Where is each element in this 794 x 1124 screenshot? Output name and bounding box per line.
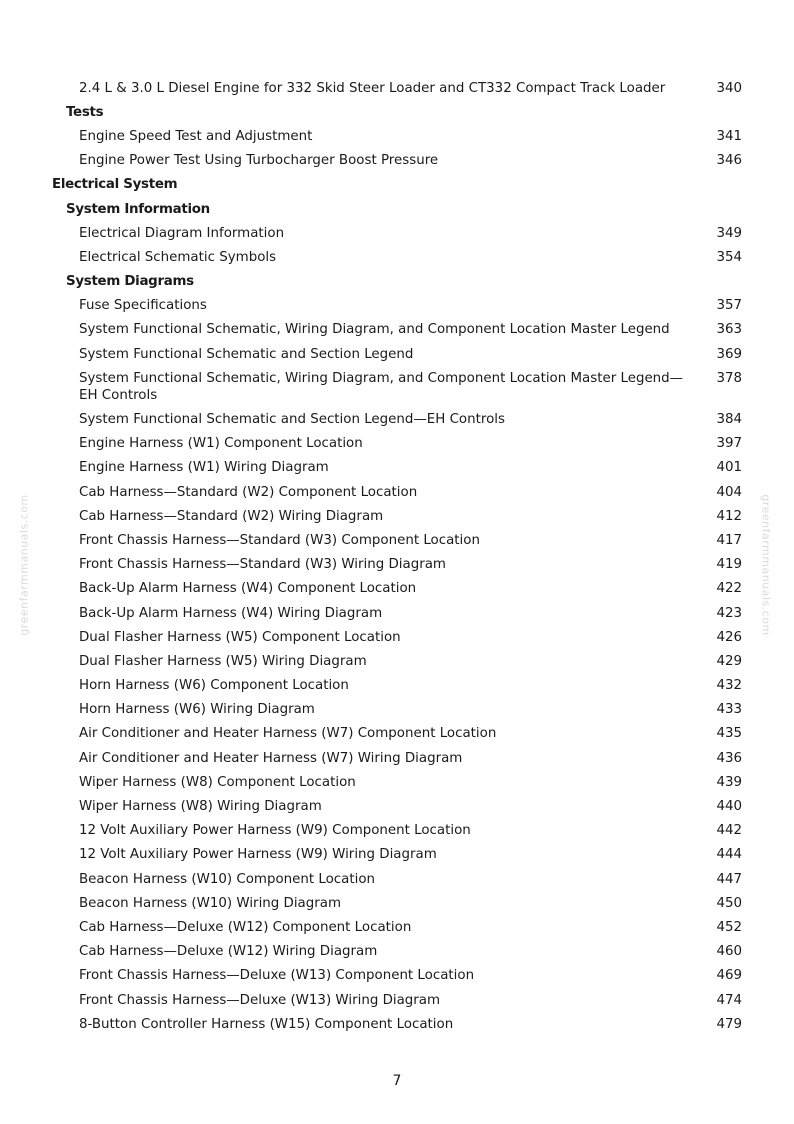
- toc-entry[interactable]: [0, 456, 794, 480]
- toc-entry-page: 460: [716, 944, 742, 960]
- toc-entry[interactable]: [0, 528, 794, 552]
- toc-entry-page: 354: [716, 249, 742, 265]
- toc-entry[interactable]: [0, 366, 794, 407]
- page-number: 7: [392, 1073, 402, 1089]
- toc-entry[interactable]: [0, 432, 794, 456]
- toc-entry-page: 469: [716, 968, 742, 984]
- toc-entry-page: 369: [716, 346, 742, 362]
- toc-entry[interactable]: [0, 843, 794, 867]
- toc-entry-title: Wiper Harness (W8) Component Location: [79, 774, 356, 790]
- toc-entry[interactable]: [0, 770, 794, 794]
- toc-subsection-heading: [0, 100, 794, 124]
- toc-entry-page: 444: [716, 847, 742, 863]
- toc-entry-title: Front Chassis Harness—Deluxe (W13) Component Location: [79, 968, 475, 984]
- toc-entry-page: 440: [716, 799, 742, 815]
- toc-entry[interactable]: [0, 480, 794, 504]
- toc-entry-page: 340: [716, 80, 742, 96]
- toc-entry-page: 412: [716, 508, 742, 524]
- toc-entry[interactable]: [0, 318, 794, 342]
- toc-entry[interactable]: [0, 867, 794, 891]
- toc-entry-title: Beacon Harness (W10) Component Location: [79, 871, 376, 887]
- toc-entry-title: Horn Harness (W6) Wiring Diagram: [79, 702, 315, 718]
- watermark-left: greenfarmmanuals.com: [17, 494, 31, 636]
- toc-entry[interactable]: [0, 964, 794, 988]
- toc-entry-page: 378: [716, 370, 742, 386]
- toc-entry[interactable]: [0, 794, 794, 818]
- toc-entry-title: Front Chassis Harness—Standard (W3) Component Location: [79, 532, 480, 548]
- toc-entry[interactable]: [0, 891, 794, 915]
- toc-entry-page: 432: [716, 678, 742, 694]
- toc-entry[interactable]: [0, 342, 794, 366]
- toc-entry[interactable]: [0, 149, 794, 173]
- toc-entry[interactable]: [0, 245, 794, 269]
- toc-entry-title: Air Conditioner and Heater Harness (W7) Wiring Diagram: [79, 750, 463, 766]
- toc-entry-title: Beacon Harness (W10) Wiring Diagram: [79, 895, 342, 911]
- toc-entry-title: Front Chassis Harness—Standard (W3) Wiring Diagram: [79, 557, 446, 573]
- toc-entry-page: 429: [716, 653, 742, 669]
- toc-entry[interactable]: [0, 553, 794, 577]
- toc-entry-page: 363: [716, 322, 742, 338]
- toc-entry-title: 2.4 L & 3.0 L Diesel Engine for 332 Skid Steer Loader and CT332 Compact Track Loader: [79, 80, 666, 96]
- toc-entry-page: 450: [716, 895, 742, 911]
- toc-entry-title: System Functional Schematic, Wiring Diagram, and Component Location Master Legend: [79, 322, 670, 338]
- toc-entry-title: Horn Harness (W6) Component Location: [79, 678, 349, 694]
- toc-entry-title: Fuse Specifications: [79, 298, 207, 314]
- toc-entry-page: 341: [716, 128, 742, 144]
- toc-entry-title: Wiper Harness (W8) Wiring Diagram: [79, 799, 322, 815]
- toc-entry-page: 357: [716, 298, 742, 314]
- toc-entry[interactable]: [0, 601, 794, 625]
- toc-entry-page: 439: [716, 774, 742, 790]
- toc-entry[interactable]: [0, 221, 794, 245]
- toc-entry[interactable]: [0, 674, 794, 698]
- toc-entry-title: Dual Flasher Harness (W5) Component Location: [79, 629, 401, 645]
- toc-entry-title: Back-Up Alarm Harness (W4) Component Location: [79, 581, 417, 597]
- toc-entry[interactable]: [0, 698, 794, 722]
- watermark-right: greenfarmmanuals.com: [759, 494, 773, 636]
- toc-entry-title: Electrical System: [52, 177, 178, 193]
- toc-entry[interactable]: [0, 915, 794, 939]
- table-of-contents: [0, 76, 794, 1036]
- toc-entry[interactable]: [0, 577, 794, 601]
- toc-entry-title: Cab Harness—Standard (W2) Component Location: [79, 484, 418, 500]
- toc-section-heading: [0, 173, 794, 197]
- toc-entry-title: System Diagrams: [66, 274, 194, 290]
- toc-entry-title: Engine Harness (W1) Component Location: [79, 436, 363, 452]
- toc-subsection-heading: [0, 197, 794, 221]
- toc-entry-page: 436: [716, 750, 742, 766]
- toc-entry-title: Cab Harness—Deluxe (W12) Wiring Diagram: [79, 944, 378, 960]
- toc-entry[interactable]: [0, 1012, 794, 1036]
- toc-entry[interactable]: [0, 76, 794, 100]
- toc-entry-title: 12 Volt Auxiliary Power Harness (W9) Wiring Diagram: [79, 847, 437, 863]
- toc-entry-title: Engine Harness (W1) Wiring Diagram: [79, 460, 329, 476]
- toc-entry[interactable]: [0, 124, 794, 148]
- toc-entry-page: 349: [716, 225, 742, 241]
- toc-entry-page: 452: [716, 919, 742, 935]
- toc-entry-page: 419: [716, 557, 742, 573]
- toc-entry-title: Air Conditioner and Heater Harness (W7) Component Location: [79, 726, 497, 742]
- toc-entry-page: 346: [716, 153, 742, 169]
- toc-entry-title: System Functional Schematic and Section Legend: [79, 346, 414, 362]
- toc-entry[interactable]: [0, 504, 794, 528]
- toc-subsection-heading: [0, 270, 794, 294]
- toc-entry-title: Engine Speed Test and Adjustment: [79, 128, 313, 144]
- toc-entry-title: Back-Up Alarm Harness (W4) Wiring Diagram: [79, 605, 383, 621]
- toc-entry-title: Engine Power Test Using Turbocharger Boost Pressure: [79, 153, 439, 169]
- toc-entry-page: 422: [716, 581, 742, 597]
- toc-entry[interactable]: [0, 746, 794, 770]
- toc-entry-title: Electrical Diagram Information: [79, 225, 285, 241]
- toc-entry-page: 423: [716, 605, 742, 621]
- toc-entry-title: Dual Flasher Harness (W5) Wiring Diagram: [79, 653, 367, 669]
- toc-entry-title: Electrical Schematic Symbols: [79, 249, 277, 265]
- toc-entry-page: 442: [716, 823, 742, 839]
- toc-entry-page: 397: [716, 436, 742, 452]
- toc-entry-page: 435: [716, 726, 742, 742]
- toc-entry-page: 417: [716, 532, 742, 548]
- toc-entry-page: 426: [716, 629, 742, 645]
- toc-entry[interactable]: [0, 294, 794, 318]
- toc-entry-title: System Functional Schematic, Wiring Diagram, and Component Location Master Legend—EH Controls: [79, 370, 684, 403]
- toc-entry-title: Tests: [66, 104, 104, 120]
- toc-entry-page: 384: [716, 412, 742, 428]
- toc-entry-title: Cab Harness—Deluxe (W12) Component Location: [79, 919, 412, 935]
- toc-entry[interactable]: [0, 988, 794, 1012]
- toc-entry-title: System Functional Schematic and Section Legend—EH Controls: [79, 412, 505, 428]
- toc-entry-title: 8-Button Controller Harness (W15) Component Location: [79, 1016, 454, 1032]
- toc-entry-title: System Information: [66, 201, 210, 217]
- toc-entry-page: 447: [716, 871, 742, 887]
- toc-entry-page: 474: [716, 992, 742, 1008]
- toc-entry-page: 479: [716, 1016, 742, 1032]
- toc-entry-page: 433: [716, 702, 742, 718]
- toc-entry-title: Front Chassis Harness—Deluxe (W13) Wiring Diagram: [79, 992, 441, 1008]
- toc-entry[interactable]: [0, 625, 794, 649]
- toc-entry[interactable]: [0, 649, 794, 673]
- toc-entry[interactable]: [0, 940, 794, 964]
- toc-entry-title: 12 Volt Auxiliary Power Harness (W9) Component Location: [79, 823, 471, 839]
- toc-entry[interactable]: [0, 407, 794, 431]
- toc-entry[interactable]: [0, 819, 794, 843]
- toc-entry-title: Cab Harness—Standard (W2) Wiring Diagram: [79, 508, 384, 524]
- toc-entry-page: 404: [716, 484, 742, 500]
- toc-entry[interactable]: [0, 722, 794, 746]
- toc-entry-page: 401: [716, 460, 742, 476]
